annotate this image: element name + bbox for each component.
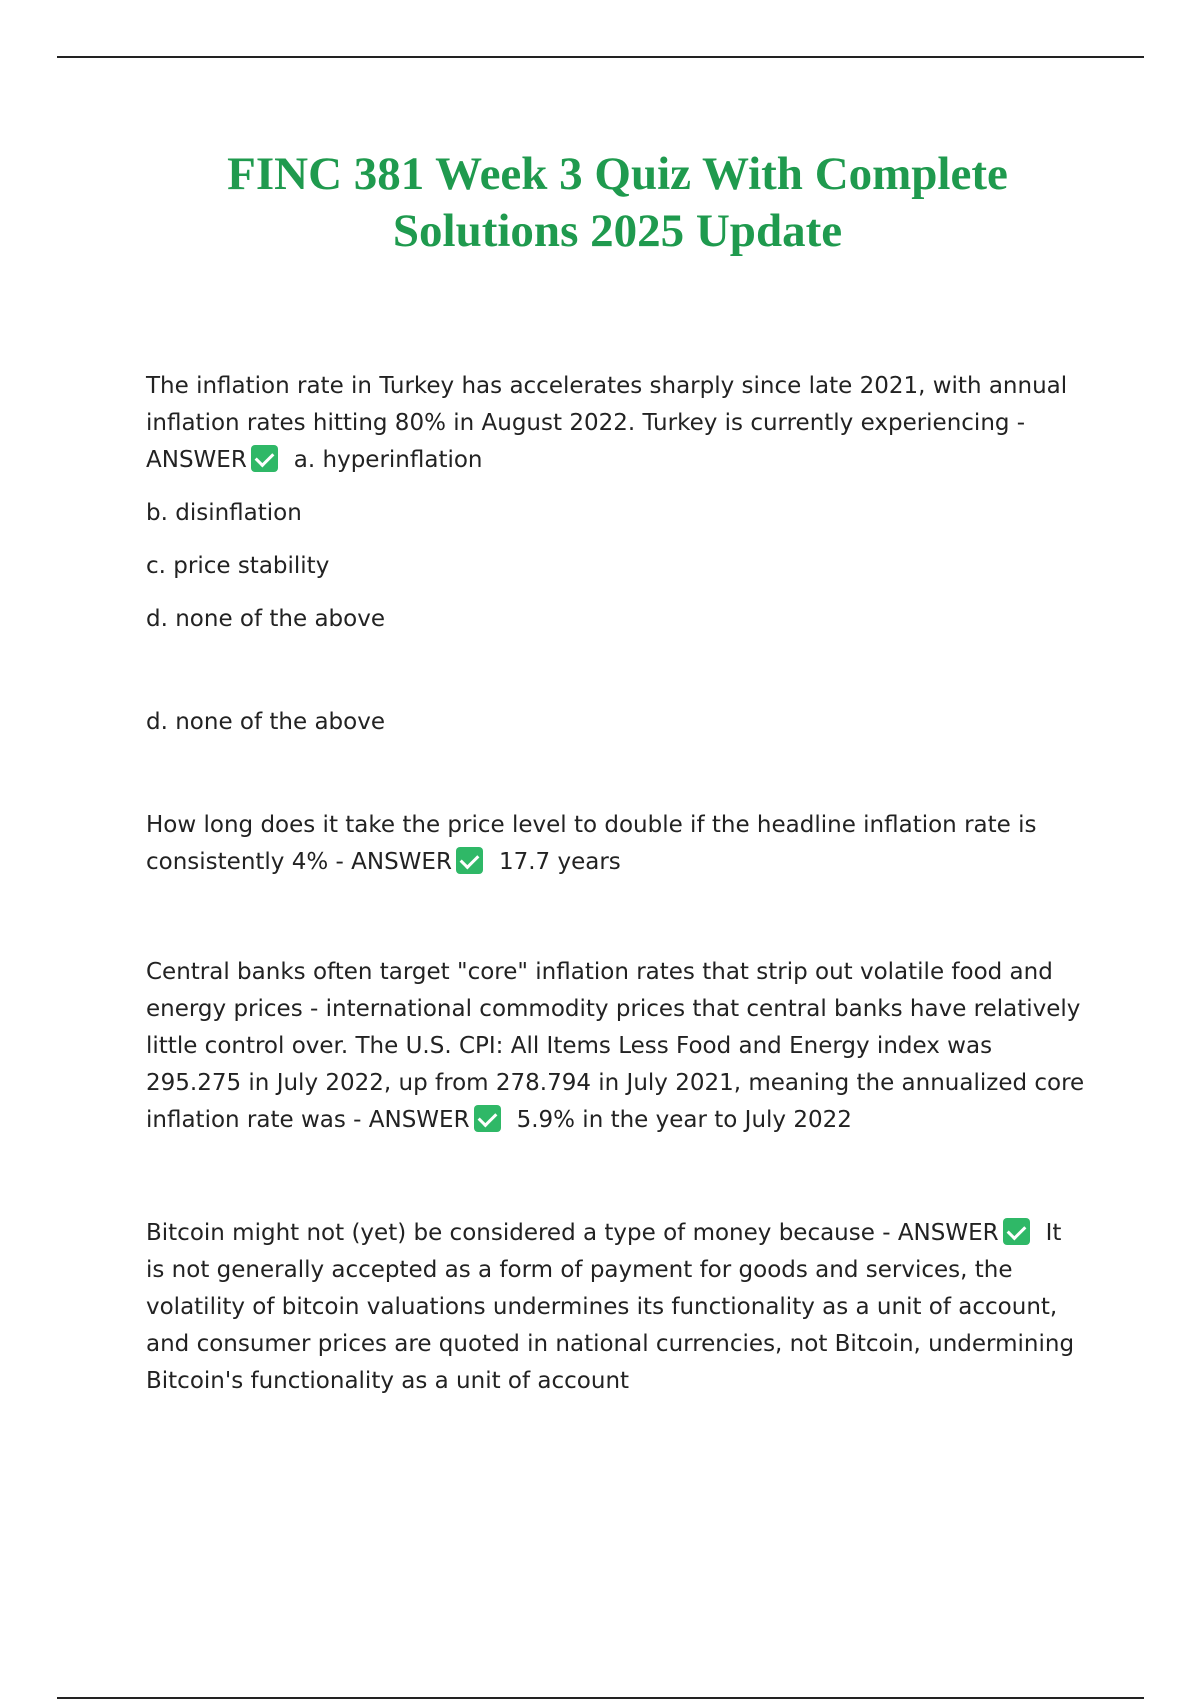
question-2-answer: 17.7 years [498,849,621,875]
question-4 [146,1215,1086,1400]
question-1-text: The inflation rate in Turkey has accelerates sharply since late 2021, with annual inflation rates hitting 80% in August 2022. Turkey is currently experiencing - ANSWER [146,373,1068,473]
question-1-body [146,368,1086,479]
question-3-text: Central banks often target "core" inflation rates that strip out volatile food and energy prices - international commodity prices that central banks have relatively little control over. The U.S. CPI: All Items Less Food and Energy index was 295.275 in July 2022, up from 278.794 in July 2021, meaning the annualized core inflation rate was - ANSWER [146,959,1085,1133]
question-3-body [146,954,1086,1139]
footer-rule [57,1697,1144,1699]
document-title [100,146,1135,260]
check-mark-icon [251,445,278,472]
question-1-option-c: c. price stability [146,553,330,579]
quiz-content [146,368,1086,1400]
question-2-body [146,807,1086,881]
question-3-answer: 5.9% in the year to July 2022 [516,1107,852,1133]
question-1-repeat-answer: d. none of the above [146,709,385,735]
question-4-text: Bitcoin might not (yet) be considered a type of money because - ANSWER [146,1220,999,1246]
question-2 [146,807,1086,881]
question-4-body [146,1215,1086,1400]
check-mark-icon [474,1105,501,1132]
question-1-option-d: d. none of the above [146,606,385,632]
question-4-answer: It is not generally accepted as a form of payment for goods and services, the volatility of bitcoin valuations undermines its functionality as a unit of account, and consumer prices are quoted in national currencies, not Bitcoin, undermining Bitcoin's functionality as a unit of account [146,1220,1075,1394]
title-line-1: FINC 381 Week 3 Quiz With Complete [227,148,1008,200]
question-1-answer: a. hyperinflation [293,447,483,473]
title-line-2: Solutions 2025 Update [392,205,843,257]
header-rule [57,56,1144,58]
question-1-option-b: b. disinflation [146,500,302,526]
check-mark-icon [1003,1218,1030,1245]
question-2-text: How long does it take the price level to double if the headline inflation rate is consistently 4% - ANSWER [146,812,1037,875]
question-1 [146,368,1086,741]
check-mark-icon [456,847,483,874]
question-3 [146,954,1086,1139]
